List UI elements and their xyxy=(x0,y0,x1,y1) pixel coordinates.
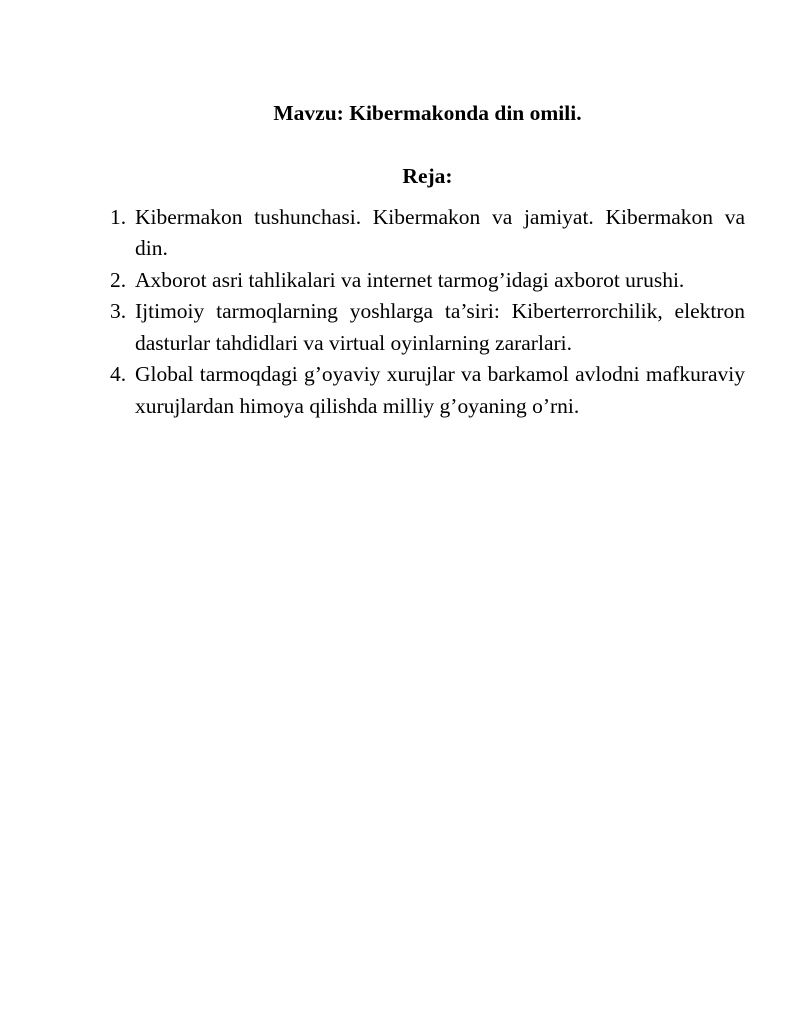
list-item-number: 2. xyxy=(110,267,127,292)
document-title: Mavzu: Kibermakonda din omili. xyxy=(273,101,582,125)
list-item-text: Ijtimoiy tarmoqlarning yoshlarga ta’siri: Kiberterrorchilik, elektron dasturlar tahdidlari va virtual oyinlarning zararlari. xyxy=(135,299,745,355)
plan-heading: Reja: xyxy=(402,164,453,188)
plan-list xyxy=(110,202,745,423)
list-item-text: Global tarmoqdagi g’oyaviy xurujlar va barkamol avlodni mafkuraviy xurujlardan himoya qilishda milliy g’oyaning o’rni. xyxy=(135,362,745,418)
list-item xyxy=(110,359,745,422)
document-content xyxy=(0,0,800,422)
list-item xyxy=(110,296,745,359)
list-item-text: Axborot asri tahlikalari va internet tarmog’idagi axborot urushi. xyxy=(135,267,685,292)
list-item-text: Kibermakon tushunchasi. Kibermakon va jamiyat. Kibermakon va din. xyxy=(135,204,745,260)
list-item-number: 3. xyxy=(110,299,127,323)
list-item-number: 1. xyxy=(110,204,127,229)
list-item xyxy=(110,265,745,297)
list-item-number: 4. xyxy=(110,362,127,386)
list-item xyxy=(110,202,745,265)
